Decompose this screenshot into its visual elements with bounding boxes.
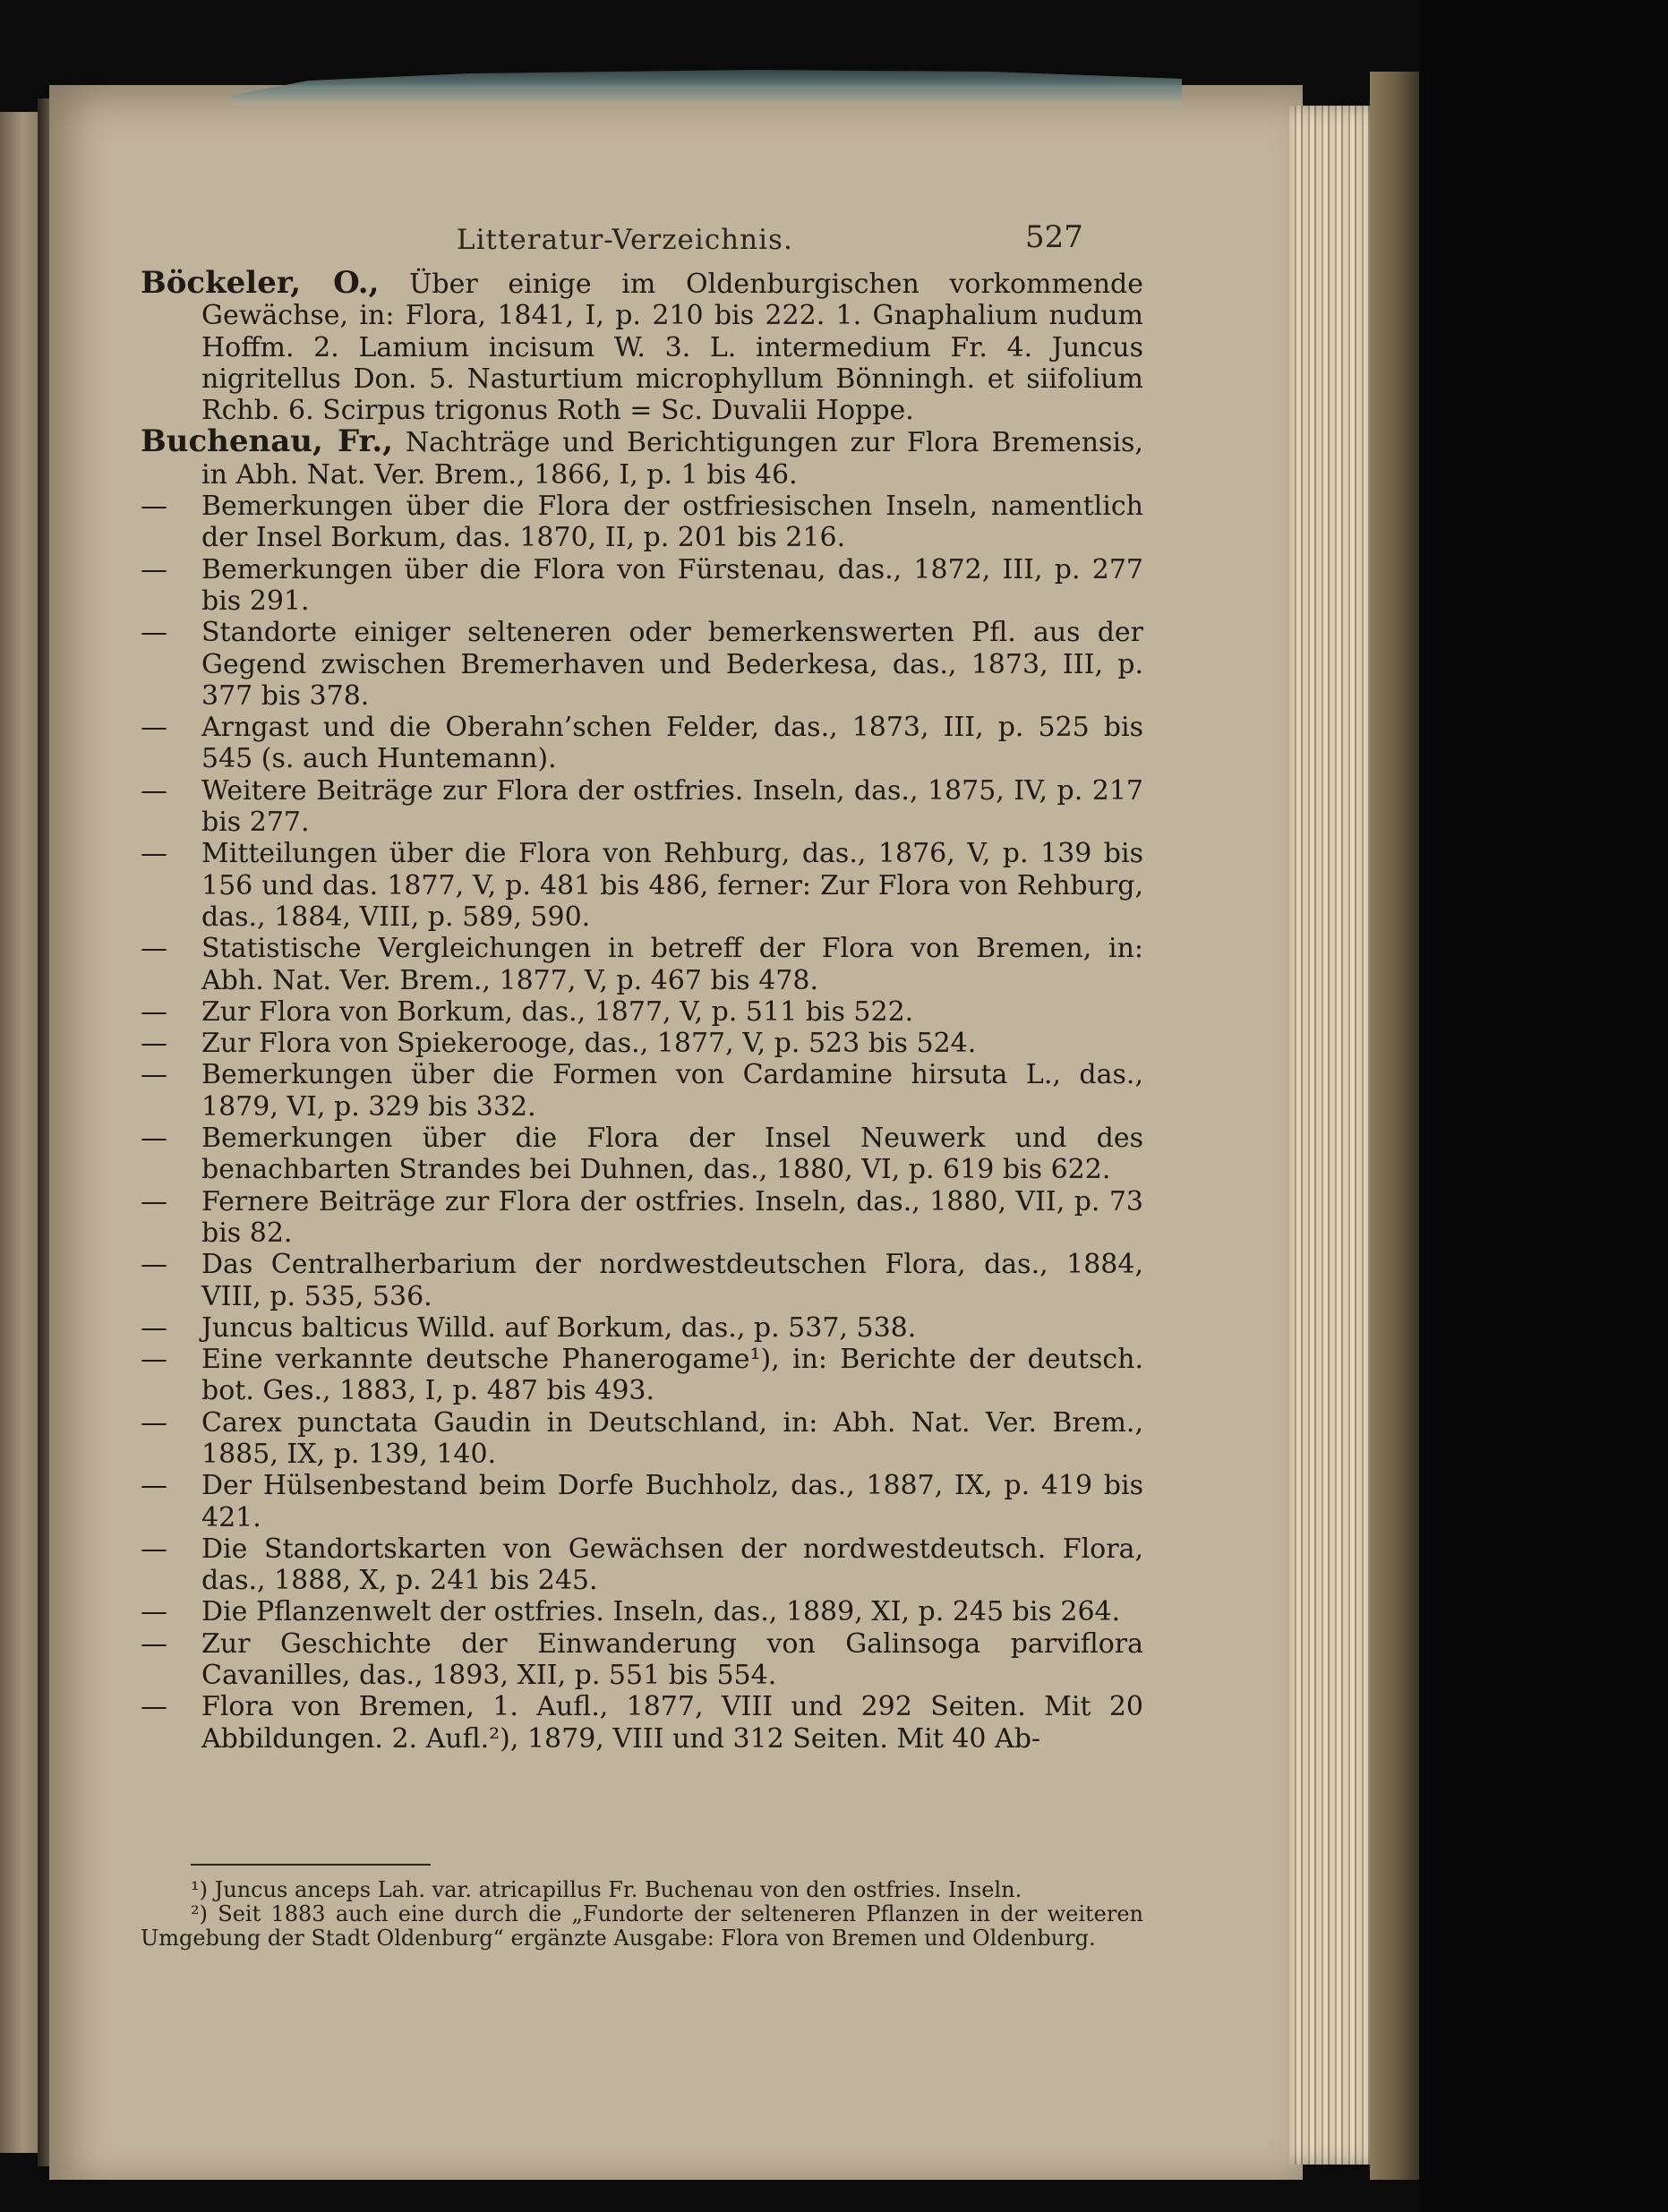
entry-text: Juncus balticus Willd. auf Borkum, das., p. 537, 538. [201, 1311, 917, 1344]
entry-text: Nachträge und Berichtigungen zur Flora Bremensis, in Abh. Nat. Ver. Brem., 1866, I, p. 1 bis 46. [201, 427, 1143, 491]
bibliography-entry [141, 1059, 1143, 1123]
bibliography-entry [141, 1533, 1143, 1597]
entry-author: Böckeler, O., [141, 265, 380, 301]
entry-text: Bemerkungen über die Flora von Fürstenau, das., 1872, III, p. 277 bis 291. [201, 553, 1143, 617]
page-content [49, 85, 1303, 2180]
ditto-dash: — [141, 838, 167, 870]
bibliography-entry [141, 1596, 1143, 1627]
entry-text: Das Centralherbarium der nordwestdeutschen Flora, das., 1884, VIII, p. 535, 536. [201, 1249, 1143, 1312]
bibliography-entry [141, 423, 1143, 491]
bibliography-entry [141, 1249, 1143, 1312]
bibliography-entry [141, 1628, 1143, 1692]
ditto-dash: — [141, 1185, 167, 1217]
bibliography-entry [141, 1186, 1143, 1250]
entry-text: Flora von Bremen, 1. Aufl., 1877, VIII und 292 Seiten. Mit 20 Abbildungen. 2. Aufl.²), 1879, VIII und 312 Seiten. Mit 40 Ab- [201, 1691, 1143, 1755]
ditto-dash: — [141, 553, 167, 585]
background [1419, 0, 1668, 2212]
ditto-dash: — [141, 1627, 167, 1660]
footnote: ²) Seit 1883 auch eine durch die „Fundorte der selteneren Pflanzen in der weiteren Umgebung der Stadt Oldenburg“ ergänzte Ausgabe: Flora von Bremen und Oldenburg. [141, 1901, 1143, 1951]
ditto-dash: — [141, 1123, 167, 1155]
ditto-dash: — [141, 774, 167, 807]
ditto-dash: — [141, 995, 167, 1028]
footnote-rule [191, 1864, 431, 1866]
entry-text: Der Hülsenbestand beim Dorfe Buchholz, das., 1887, IX, p. 419 bis 421. [201, 1470, 1143, 1533]
bibliography-entry [141, 1028, 1143, 1059]
footnote: ¹) Juncus anceps Lah. var. atricapillus Fr. Buchenau von den ostfries. Inseln. [191, 1877, 1022, 1902]
ditto-dash: — [141, 1470, 167, 1502]
ditto-dash: — [141, 1533, 167, 1565]
ditto-dash: — [141, 1596, 167, 1628]
bibliography-entry [141, 1691, 1143, 1755]
ditto-dash: — [141, 933, 167, 965]
bibliography-entry [141, 617, 1143, 712]
entry-text: Die Standortskarten von Gewächsen der nordwestdeutsch. Flora, das., 1888, X, p. 241 bis 245. [201, 1533, 1143, 1597]
ditto-dash: — [141, 1344, 167, 1376]
entry-text: Zur Flora von Borkum, das., 1877, V, p. 511 bis 522. [201, 995, 914, 1028]
entry-text: Eine verkannte deutsche Phanerogame¹), in: Berichte der deutsch. bot. Ges., 1883, I, p. 487 bis 493. [201, 1344, 1143, 1407]
entry-text: Statistische Vergleichungen in betreff der Flora von Bremen, in: Abh. Nat. Ver. Brem., 1877, V, p. 467 bis 478. [201, 933, 1143, 996]
ditto-dash: — [141, 1311, 167, 1344]
entry-text: Carex punctata Gaudin in Deutschland, in: Abh. Nat. Ver. Brem., 1885, IX, p. 139, 140. [201, 1406, 1143, 1470]
bibliography-entry [141, 1344, 1143, 1407]
left-page-edge [0, 112, 38, 2153]
bibliography-entry [141, 265, 1143, 427]
entry-text: Bemerkungen über die Formen von Cardamine hirsuta L., das., 1879, VI, p. 329 bis 332. [201, 1059, 1143, 1123]
entry-text: Die Pflanzenwelt der ostfries. Inseln, das., 1889, XI, p. 245 bis 264. [201, 1596, 1121, 1628]
entry-text: Weitere Beiträge zur Flora der ostfries. Inseln, das., 1875, IV, p. 217 bis 277. [201, 774, 1143, 839]
entry-text: Fernere Beiträge zur Flora der ostfries. Inseln, das., 1880, VII, p. 73 bis 82. [201, 1185, 1143, 1249]
ditto-dash: — [141, 1249, 167, 1281]
entry-author: Buchenau, Fr., [141, 423, 393, 460]
entry-text: Mitteilungen über die Flora von Rehburg, das., 1876, V, p. 139 bis 156 und das. 1877, V, p. 481 bis 486, ferner: Zur Flora von Rehburg, das., 1884, VIII, p. 589, 590. [201, 838, 1143, 933]
book-cover-board [1370, 72, 1419, 2180]
ditto-dash: — [141, 617, 167, 649]
ditto-dash: — [141, 491, 167, 523]
entry-text: Standorte einiger selteneren oder bemerkenswerten Pfl. aus der Gegend zwischen Bremerhaven und Bederkesa, das., 1873, III, p. 377 bis 378. [201, 617, 1143, 712]
bibliography-entry [141, 1123, 1143, 1186]
entry-text: Zur Flora von Spiekerooge, das., 1877, V, p. 523 bis 524. [201, 1028, 977, 1060]
ditto-dash: — [141, 1691, 167, 1723]
bibliography-entry [141, 712, 1143, 775]
ditto-dash: — [141, 1028, 167, 1060]
ditto-dash: — [141, 1059, 167, 1091]
page-number: 527 [1025, 219, 1083, 255]
bibliography-list [141, 265, 1143, 1755]
ditto-dash: — [141, 1406, 167, 1439]
bibliography-entry [141, 1407, 1143, 1471]
bibliography-entry [141, 554, 1143, 618]
ditto-dash: — [141, 712, 167, 744]
entry-text: Bemerkungen über die Flora der ostfriesischen Inseln, namentlich der Insel Borkum, das. 1870, II, p. 201 bis 216. [201, 491, 1143, 554]
entry-text: Bemerkungen über die Flora der Insel Neuwerk und des benachbarten Strandes bei Duhnen, das., 1880, VI, p. 619 bis 622. [201, 1123, 1143, 1186]
bibliography-entry [141, 1470, 1143, 1533]
bibliography-entry [141, 933, 1143, 996]
footnotes [141, 1878, 1143, 1951]
bibliography-entry [141, 775, 1143, 839]
bibliography-entry [141, 838, 1143, 933]
entry-text: Zur Geschichte der Einwanderung von Galinsoga parviflora Cavanilles, das., 1893, XII, p. 551 bis 554. [201, 1627, 1143, 1692]
entry-text: Arngast und die Oberahn’schen Felder, das., 1873, III, p. 525 bis 545 (s. auch Huntemann). [201, 712, 1143, 775]
bibliography-entry [141, 491, 1143, 554]
bibliography-entry [141, 996, 1143, 1028]
entry-text: Über einige im Oldenburgischen vorkommende Gewächse, in: Flora, 1841, I, p. 210 bis 222. 1. Gnaphalium nudum Hoffm. 2. Lamium incisum W. 3. L. intermedium Fr. 4. Juncus nigritellus Don. 5. Nasturtium microphyllum Bönningh. et siifolium Rchb. 6. Scirpus trigonus Roth = Sc. Duvalii Hoppe. [201, 269, 1143, 427]
bibliography-entry [141, 1312, 1143, 1344]
running-title: Litteratur-Verzeichnis. [457, 224, 793, 256]
